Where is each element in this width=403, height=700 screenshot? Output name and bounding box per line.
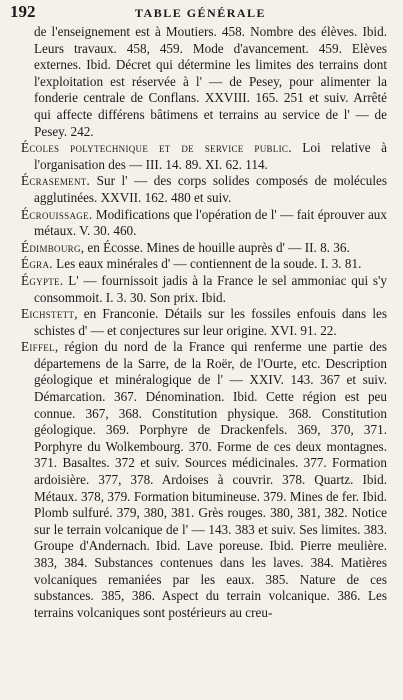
index-body	[21, 24, 387, 621]
entry-text: , en Écosse. Mines de houille auprès d' — II. 8. 36.	[80, 239, 350, 255]
entry-headword: Écrouissage.	[21, 206, 93, 222]
index-entry	[21, 173, 387, 206]
entry-text: Sur l' — des corps solides composés de molécules agglutinées. XXVII. 162. 480 et suiv.	[34, 173, 387, 205]
index-entry	[21, 24, 387, 140]
entry-text: Loi relative à l'organisation des — III. 14. 89. XI. 62. 114.	[34, 140, 388, 172]
entry-headword: Eiffel	[21, 339, 55, 355]
entry-text: L' — fournissoit jadis à la France le sel ammoniac qui s'y consommoit. I. 3. 30. Son prix. Ibid.	[34, 272, 387, 305]
index-entry	[21, 240, 387, 257]
index-entry	[21, 140, 387, 173]
entry-text: , région du nord de la France qui renferme une partie des départemens de la Sarre, de la Roër, de l'Ourte, etc. Description géologique et minéralogique de l' — XXIV. 143. 367 et suiv. Démarcation. 367. Dénomination. Ibid. Cette région est peu connue. 367, 368. Constitution physique. 368. Constitution géologique. 369. Porphyre de Drackenfels. 369, 370, 371. Porphyre du Wolkembourg. 370. Forme de ces deux montagnes. 371. Basaltes. 372 et suiv. Sources médicinales. 377. Formation ardoisière. 377, 378. Ardoises à couvrir. 378. Quartz. Ibid. Métaux. 378, 379. Formation bitumineuse. 379. Mines de fer. Ibid. Plomb sulfuré. 379, 380, 381. Grès rouges. 380, 381, 382. Notice sur le terrain volcanique de l' — 143. 383 et suiv. Ses limites. 383. Groupe d'Andernach. Ibid. Lave poreuse. Ibid. Pierre meulière. 383, 384. Substances contenues dans les laves. 384. Matières volcaniques remaniées par les eaux. 385. Nature de ces substances. 385, 386. Aspect du terrain volcanique. 386. Les terrains volcaniques sont postérieurs au creu-	[34, 339, 387, 620]
entry-headword: Écrasement.	[21, 173, 91, 189]
entry-text: Modifications que l'opération de l' — fait éprouver aux métaux. V. 30. 460.	[34, 206, 387, 239]
page-header	[10, 2, 391, 24]
index-entry	[21, 339, 387, 621]
entry-headword: Eichstett	[21, 306, 75, 322]
index-entry	[21, 256, 387, 273]
entry-headword: Égypte.	[21, 272, 64, 288]
entry-text: , en Franconie. Détails sur les fossiles enfouis dans les schistes d' — et conjectures sur leur origine. XVI. 91. 22.	[34, 306, 387, 338]
index-entry	[21, 207, 387, 240]
entry-headword: Égra.	[21, 256, 53, 272]
page-number: 192	[10, 2, 36, 21]
running-title: TABLE GÉNÉRALE	[134, 6, 267, 20]
index-entry	[21, 273, 387, 306]
entry-headword: Écoles polytechnique et de service public.	[21, 140, 292, 156]
entry-headword: Édimbourg	[21, 239, 81, 255]
entry-text: Les eaux minérales d' — contiennent de la soude. I. 3. 81.	[52, 256, 362, 272]
entry-text: de l'enseignement est à Moutiers. 458. Nombre des élèves. Ibid. Leurs travaux. 458, 459. Mode d'avancement. 459. Elèves externes. Ibid. Décret qui détermine les limites des terrains dont l'exploitation est réservée à l' — de Pesey, pour alimenter la fonderie centrale de Conflans. XXVIII. 165. 251 et suiv. Arrêté qui affecte différens bâtimens et terrains au service de l' — de Pesey. 242.	[34, 24, 387, 139]
index-entry	[21, 306, 387, 339]
